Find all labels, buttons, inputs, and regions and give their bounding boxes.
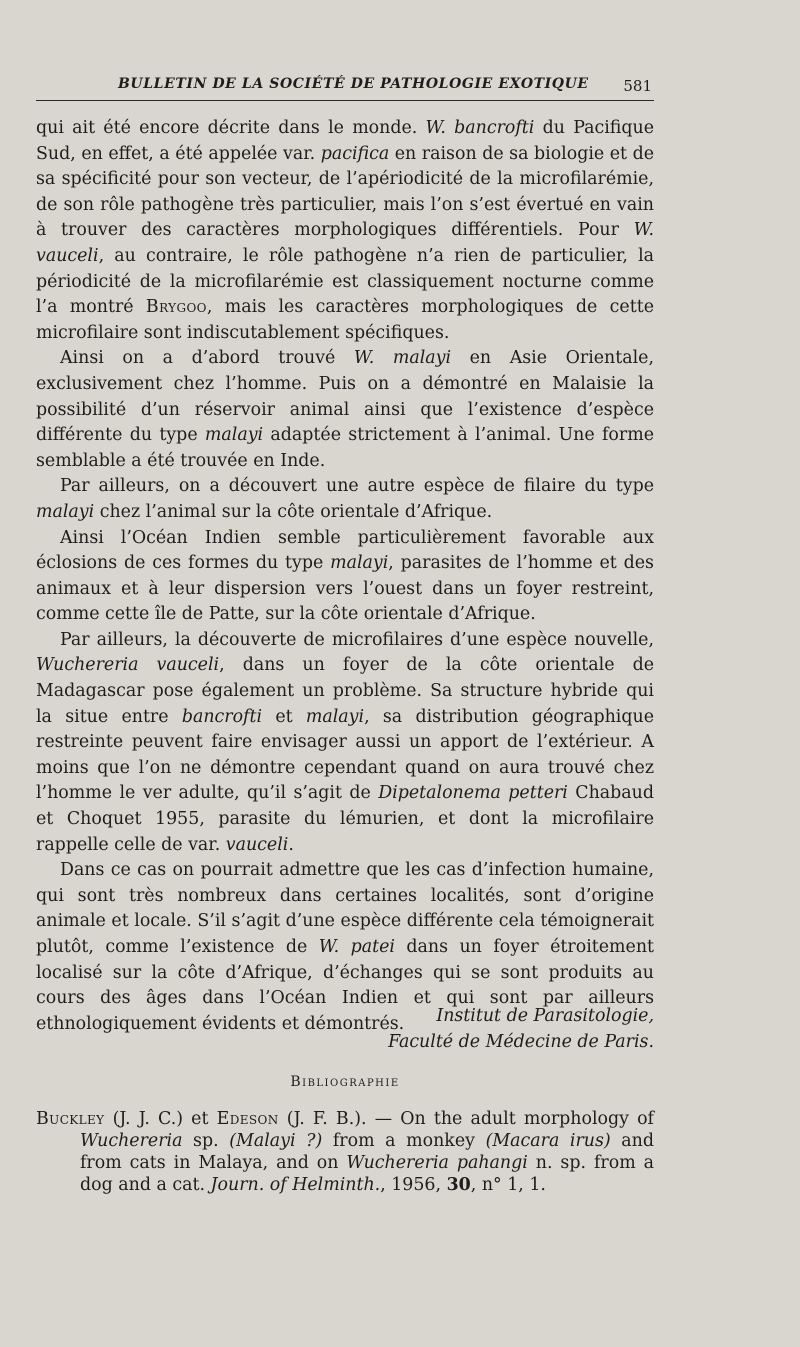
italic-text: malayi — [36, 501, 95, 522]
italic-text: bancrofti — [181, 706, 263, 727]
text: Par ailleurs, la découverte de microfilaires d’une espèce nouvelle, — [60, 629, 654, 650]
paragraph-3 — [36, 474, 654, 525]
text: , n° 1, 1. — [470, 1175, 546, 1195]
text: (J. F. B.). — On the adult morphology of — [278, 1109, 654, 1129]
text: Ainsi on a d’abord trouvé — [60, 348, 354, 369]
text: sp. — [182, 1131, 230, 1151]
running-title: BULLETIN DE LA SOCIÉTÉ DE PATHOLOGIE EXOTIQUE — [118, 76, 589, 92]
bibliography-entry — [36, 1108, 654, 1196]
signature — [388, 1004, 654, 1055]
paragraph-5 — [36, 628, 654, 858]
italic-text: Wuchereria vauceli — [36, 655, 220, 676]
italic-text: malayi — [330, 553, 389, 574]
italic-text: Wuchereria pahangi — [346, 1153, 528, 1173]
text: , au contraire, le rôle pathogène n’a rien de particulier, la périodicité de la microfilarémie est classiquement nocturne comme l’a montré — [36, 245, 654, 318]
italic-text: Journ. of Helminth. — [210, 1175, 381, 1195]
text: , sa distribution géographique restreinte peuvent faire envisager aussi un apport de l’extérieur. A moins que l’on ne démontre cependant quand on aura trouvé chez l’homme le ver adulte, qu’il s’agit de — [36, 706, 654, 804]
italic-text: pacifica — [320, 143, 390, 164]
italic-text: (Malayi ?) — [229, 1131, 323, 1151]
italic-text: malayi — [305, 706, 365, 727]
signature-institute: Institut de Parasitologie, — [436, 1006, 654, 1026]
paragraph-1 — [36, 116, 654, 346]
text: Ainsi l’Océan Indien semble particulièrement favorable aux éclosions de ces formes du type — [36, 527, 654, 574]
body-text — [36, 116, 654, 1037]
italic-text: W. vauceli — [36, 220, 654, 266]
running-header — [36, 74, 654, 101]
text: from a monkey — [322, 1131, 486, 1151]
text: . — [288, 834, 294, 855]
text: and from cats in Malaya, and on — [80, 1131, 655, 1173]
signature-faculty: Faculté de Médecine de Paris. — [388, 1031, 654, 1052]
text: et — [262, 706, 306, 727]
italic-text: W. patei — [318, 937, 395, 957]
text: , mais les caractères morphologiques de cette microfilaire sont indiscutablement spécifiques. — [36, 297, 654, 343]
italic-text: vauceli — [225, 834, 289, 855]
italic-text: W. malayi — [353, 348, 452, 369]
text: Chabaud et Choquet 1955, parasite du lémurien, et dont la microfilaire rappelle celle de var. — [36, 783, 654, 855]
text: n. sp. from a dog and a cat. — [80, 1153, 654, 1195]
text: adaptée strictement à l’animal. Une forme semblable a été trouvée en Inde. — [36, 425, 654, 471]
text: chez l’animal sur la côte orientale d’Afrique. — [94, 501, 493, 522]
text: Dans ce cas on pourrait admettre que les cas d’infection humaine, qui sont très nombreux dans certaines localités, sont d’origine animale et locale. S’il s’agit d’une espèce différente cela témoignerait plutôt, comme l’existence de — [36, 860, 654, 957]
italic-text: Wuchereria — [80, 1131, 183, 1151]
volume-number: 30 — [446, 1175, 471, 1195]
author-name: Buckley — [36, 1109, 105, 1129]
italic-text: Dipetalonema petteri — [378, 783, 568, 804]
italic-text: (Macara irus) — [485, 1131, 611, 1151]
italic-text: W. bancrofti — [425, 118, 535, 138]
text: du Pacifique Sud, en effet, a été appelée var. — [36, 118, 655, 164]
text: dans un foyer étroitement localisé sur la côte d’Afrique, d’échanges qui se sont produits au cours des âges dans l’Océan Indien et qui sont par ailleurs ethnologiquement évidents et démontrés. — [36, 937, 655, 1034]
text: , 1956, — [380, 1175, 447, 1195]
text: en raison de sa biologie et de sa spécificité pour son vecteur, de l’apériodicité de la microfilarémie, de son rôle pathogène très particulier, mais l’on s’est évertué en vain à trouver des caractères morphologiques différentiels. Pour — [36, 143, 654, 241]
text: , parasites de l’homme et des animaux et à leur dispersion vers l’ouest dans un foyer restreint, comme cette île de Patte, sur la côte orientale d’Afrique. — [36, 553, 654, 625]
text: en Asie Orientale, exclusivement chez l’homme. Puis on a démontré en Malaisie la possibilité d’un réservoir animal ainsi que l’existence d’espèce différente du type — [36, 348, 654, 446]
text: (J. J. C.) et — [104, 1109, 217, 1129]
text: , dans un foyer de la côte orientale de Madagascar pose également un problème. Sa structure hybride qui la situe entre — [36, 655, 654, 727]
paragraph-4 — [36, 526, 654, 628]
italic-text: malayi — [204, 425, 264, 446]
page-number: 581 — [623, 77, 652, 95]
text: qui ait été encore décrite dans le monde. — [36, 118, 426, 138]
paragraph-2 — [36, 346, 654, 474]
text: Par ailleurs, on a découvert une autre espèce de filaire du type — [60, 476, 654, 497]
bibliography-title: Bibliographie — [290, 1074, 400, 1090]
author-name: Brygoo — [145, 297, 207, 318]
author-name: Edeson — [216, 1109, 279, 1129]
